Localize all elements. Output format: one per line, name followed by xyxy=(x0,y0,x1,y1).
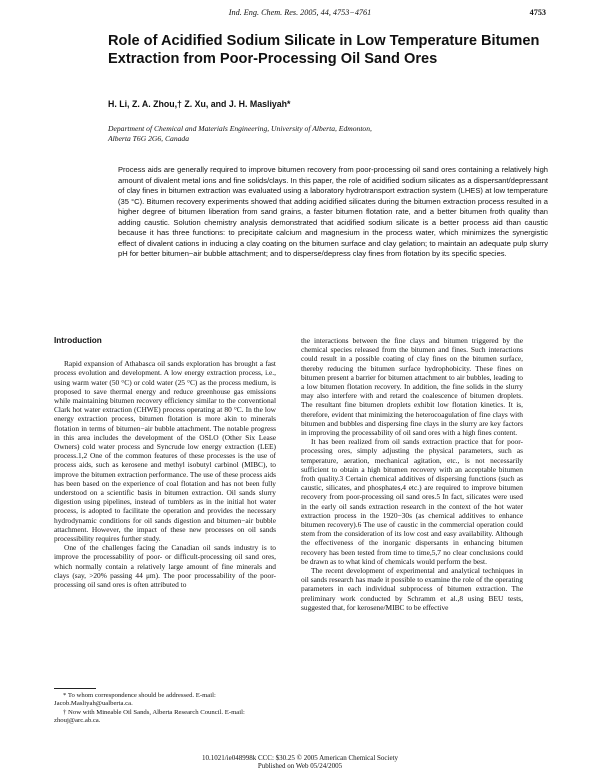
body-paragraph: Rapid expansion of Athabasca oil sands exploration has brought a fast process evolution and development. A low energy extraction process, i.e., using warm water (50 °C) or cold water (25 °C) as the process medium, is proposed to save thermal energy and reduce greenhouse gas emissions while maintaining bitumen recovery efficiency similar to the conventional Clark hot water extraction (CHWE) process operating at 80 °C. In the low energy extraction process, bitumen flotation is more akin to minerals flotation in terms of bitumen−air bubble attachment. The notable progress in this area includes the development of the OSLO (Other Six Lease Owners) cold water process and Syncrude low energy extraction (LEE) process.1,2 One of the common features of these processes is the use of process aids, such as kerosene and methyl isobutyl carbinol (MIBC), to improve the bitumen extraction performance. The use of these process aids has been based on the experience of coal flotation and has not been fully understood on a scientific basis in bitumen extraction. Oil sands slurry digestion using pipelines, instead of tumblers as in the initial hot water process, is adopted to facilitate the operation and provides the necessary hydrodynamic conditions for oil sands digestion and bitumen−air bubble attachment. However, the impact of these new processes on oil sands processibility requires further study. xyxy=(54,359,276,544)
article-title: Role of Acidified Sodium Silicate in Low Temperature Bitumen Extraction from Poor-Processing Oil Sand Ores xyxy=(108,33,540,67)
body-paragraph: It has been realized from oil sands extraction practice that for poor-processing ores, simply adjusting the physical parameters, such as temperature, aeration, mechanical agitation, etc., is not necessarily sufficient to obtain a high bitumen recovery with an acceptable bitumen froth quality.3 Certain chemical additives of dispersing functions (such as caustic, silicates, and phosphates,4 etc.) are required to improve bitumen recovery from poor-processing oil sand ores.5 In fact, silicates were used in the early oil sands extraction research in the context of the hot water extraction process in the 1920−30s (as chemical additives to enhance bitumen recovery).6 The use of caustic in the commercial operation could stem from the consideration of its low cost and easy availability. Although the effectiveness of the inorganic dispersants in enhancing bitumen recovery has been tested from time to time,5,7 no clear conclusions could be drawn as to what kind of chemicals would perform the best. xyxy=(301,437,523,566)
page-number: 4753 xyxy=(529,8,546,17)
author-list: H. Li, Z. A. Zhou,† Z. Xu, and J. H. Masliyah* xyxy=(108,99,291,109)
footnote-correspondence: * To whom correspondence should be addressed. E-mail: Jacob.Masliyah@ualberta.ca. xyxy=(54,692,216,708)
footnotes xyxy=(54,692,276,726)
right-column xyxy=(301,336,523,612)
abstract: Process aids are generally required to improve bitumen recovery from poor-processing oil sand ores containing a relatively high amount of divalent metal ions and fine solids/clays. In this paper, the role of acidified sodium silicates as a dispersant/depressant of clay fines in bitumen extraction was evaluated using a laboratory hydrotransport extraction system (LHES) at low temperature (35 °C). Bitumen recovery experiments showed that adding acidified silicates during the bitumen extraction process resulted in a higher degree of bitumen liberation from sand grains, a faster bitumen flotation rate, and a better bitumen froth quality than adding caustic. Solution chemistry analysis demonstrated that acidified sodium silicate is a better process aid than caustic because it has three functions: to precipitate calcium and magnesium in the process water, which minimizes the synergistic effect of divalent cations in inducing a clay coating on the bitumen surface and clay gelation; to maintain an adequate pulp slurry pH for better bitumen−air bubble attachment; and to disperse/depress clay fines from flotation by its specific species. xyxy=(118,165,548,258)
body-paragraph: One of the challenges facing the Canadian oil sands industry is to improve the processability of poor- or difficult-processing oil sand ores, which normally contain a relatively large amount of fine minerals and clays (say, >20% passing 44 μm). The poor processability of the poor-processing oil sand ores is often attributed to xyxy=(54,543,276,590)
footnote-divider xyxy=(54,688,96,689)
affiliation xyxy=(108,124,438,144)
affiliation-line-1: Department of Chemical and Materials Engineering, University of Alberta, Edmonton, xyxy=(108,124,372,133)
running-head xyxy=(0,8,600,22)
left-column xyxy=(54,336,276,589)
publication-date-line: Published on Web 05/24/2005 xyxy=(257,762,343,771)
body-paragraph: the interactions between the fine clays and bitumen triggered by the chemical species released from the bitumen and fines. Such interactions could result in a possible coating of clay fines on the bitumen surface, thereby reducing the bitumen surface hydrophobicity. These fines on bitumen present a barrier for bitumen attachment to air bubbles, leading to a low bitumen flotation recovery. In addition, the fine solids in the slurry may also interfere with and retard the coalescence of bitumen droplets. The resultant fine bitumen droplets exhibit low flotation kinetics. It is, therefore, evident that minimizing the heterocoagulation of fine clays with bitumen and bubbles and dispersing fine clays in the slurry are key factors in improving the processability of oil sand ores with a high fines content. xyxy=(301,336,523,438)
body-paragraph: The recent development of experimental and analytical techniques in oil sands research has made it possible to examine the role of the operating parameters in each individual subprocess of bitumen extraction. The preliminary work conducted by Schramm et al.,8 using BEU tests, suggested that, for kerosene/MIBC to be effective xyxy=(301,566,523,612)
journal-citation: Ind. Eng. Chem. Res. 2005, 44, 4753−4761 xyxy=(228,8,372,17)
affiliation-line-2: Alberta T6G 2G6, Canada xyxy=(108,134,190,143)
doi-copyright-line: 10.1021/ie048998k CCC: $30.25 © 2005 American Chemical Society xyxy=(201,754,399,762)
footnote-current-address: † Now with Mineable Oil Sands, Alberta Research Council. E-mail: zhouj@arc.ab.ca. xyxy=(54,708,245,725)
publication-info xyxy=(0,754,600,771)
section-heading-introduction: Introduction xyxy=(54,336,102,345)
